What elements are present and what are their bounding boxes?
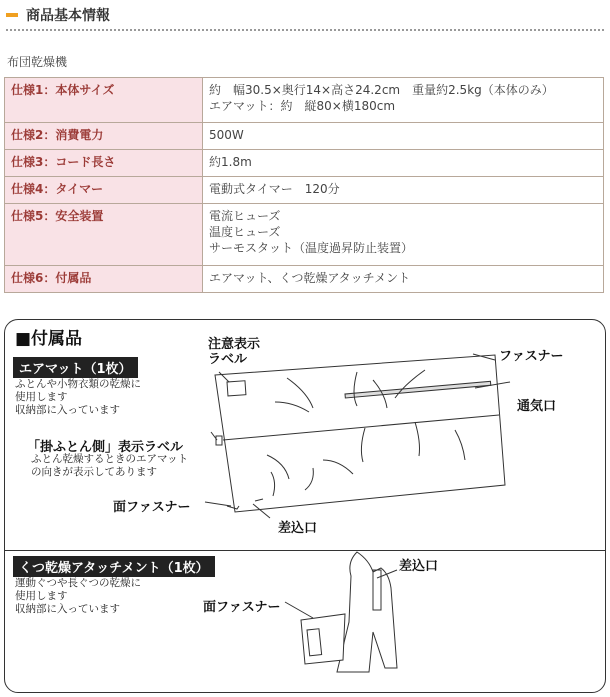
spec-value <box>203 78 604 123</box>
spec-value <box>203 123 604 150</box>
spec-value <box>203 177 604 204</box>
spec-row <box>5 78 604 123</box>
spec-value <box>203 150 604 177</box>
accessories-panel <box>4 319 606 693</box>
accessories-title: ■付属品 <box>15 329 83 349</box>
fastener-callout: ファスナー <box>499 349 564 364</box>
airmat-description <box>15 378 141 417</box>
product-name: 布団乾燥機 <box>7 55 68 69</box>
side-label-description <box>31 453 188 479</box>
spec-value <box>203 204 604 266</box>
section-header <box>0 0 610 30</box>
velcro-callout: 面ファスナー <box>113 500 191 515</box>
shoe-velcro-callout: 面ファスナー <box>203 600 281 615</box>
side-label-desc-line: ふとん乾燥するときのエアマット <box>31 453 189 465</box>
spec-value-line: サーモスタット（温度過昇防止装置） <box>209 241 414 255</box>
callout-line: ラベル <box>208 352 248 367</box>
airmat-desc-line: 収納部に入っています <box>15 404 120 416</box>
shoe-attachment-illustration <box>285 552 397 672</box>
caution-label-callout <box>208 337 260 367</box>
spec-row <box>5 123 604 150</box>
section-title: 商品基本情報 <box>26 8 110 24</box>
spec-value-line: 電動式タイマー 120分 <box>209 182 340 196</box>
header-accent-bar <box>6 13 18 17</box>
shoe-desc-line: 運動ぐつや長ぐつの乾燥に <box>15 577 141 589</box>
spec-label: 仕様5：安全装置 <box>5 204 203 266</box>
inlet-callout: 差込口 <box>278 521 318 536</box>
side-label-desc-line: の向きが表示してあります <box>31 466 157 478</box>
spec-value-line: 温度ヒューズ <box>209 225 281 239</box>
vent-callout: 通気口 <box>517 399 557 414</box>
airmat-illustration <box>205 354 510 518</box>
section-divider <box>5 550 605 551</box>
spec-row <box>5 177 604 204</box>
airmat-desc-line: ふとんや小物衣類の乾燥に <box>15 378 141 390</box>
spec-row <box>5 204 604 266</box>
spec-value-line: 電流ヒューズ <box>209 209 281 223</box>
spec-table <box>4 77 604 293</box>
spec-label: 仕様1：本体サイズ <box>5 78 203 123</box>
header-divider <box>6 29 604 31</box>
spec-label: 仕様4：タイマー <box>5 177 203 204</box>
spec-value-line: 約 幅30.5×奥行14×高さ24.2cm 重量約2.5kg（本体のみ） <box>209 83 554 97</box>
shoe-attachment-description <box>15 577 141 616</box>
spec-label: 仕様2：消費電力 <box>5 123 203 150</box>
shoe-inlet-callout: 差込口 <box>399 559 439 574</box>
spec-value-line: エアマット、くつ乾燥アタッチメント <box>209 271 411 285</box>
spec-value-line: 約1.8m <box>209 155 252 169</box>
spec-row <box>5 150 604 177</box>
side-label-callout: 「掛ふとん側」表示ラベル <box>27 440 184 455</box>
spec-label: 仕様3：コード長さ <box>5 150 203 177</box>
spec-value <box>203 266 604 293</box>
callout-line: 注意表示 <box>208 337 261 352</box>
airmat-heading: エアマット（1枚） <box>13 357 138 378</box>
shoe-desc-line: 収納部に入っています <box>15 603 120 615</box>
spec-value-line: エアマット：約 縦80×横180cm <box>209 99 396 113</box>
spec-row <box>5 266 604 293</box>
airmat-desc-line: 使用します <box>15 391 68 403</box>
spec-label: 仕様6：付属品 <box>5 266 203 293</box>
spec-value-line: 500W <box>209 128 244 142</box>
shoe-attachment-heading: くつ乾燥アタッチメント（1枚） <box>13 556 215 577</box>
shoe-desc-line: 使用します <box>15 590 68 602</box>
